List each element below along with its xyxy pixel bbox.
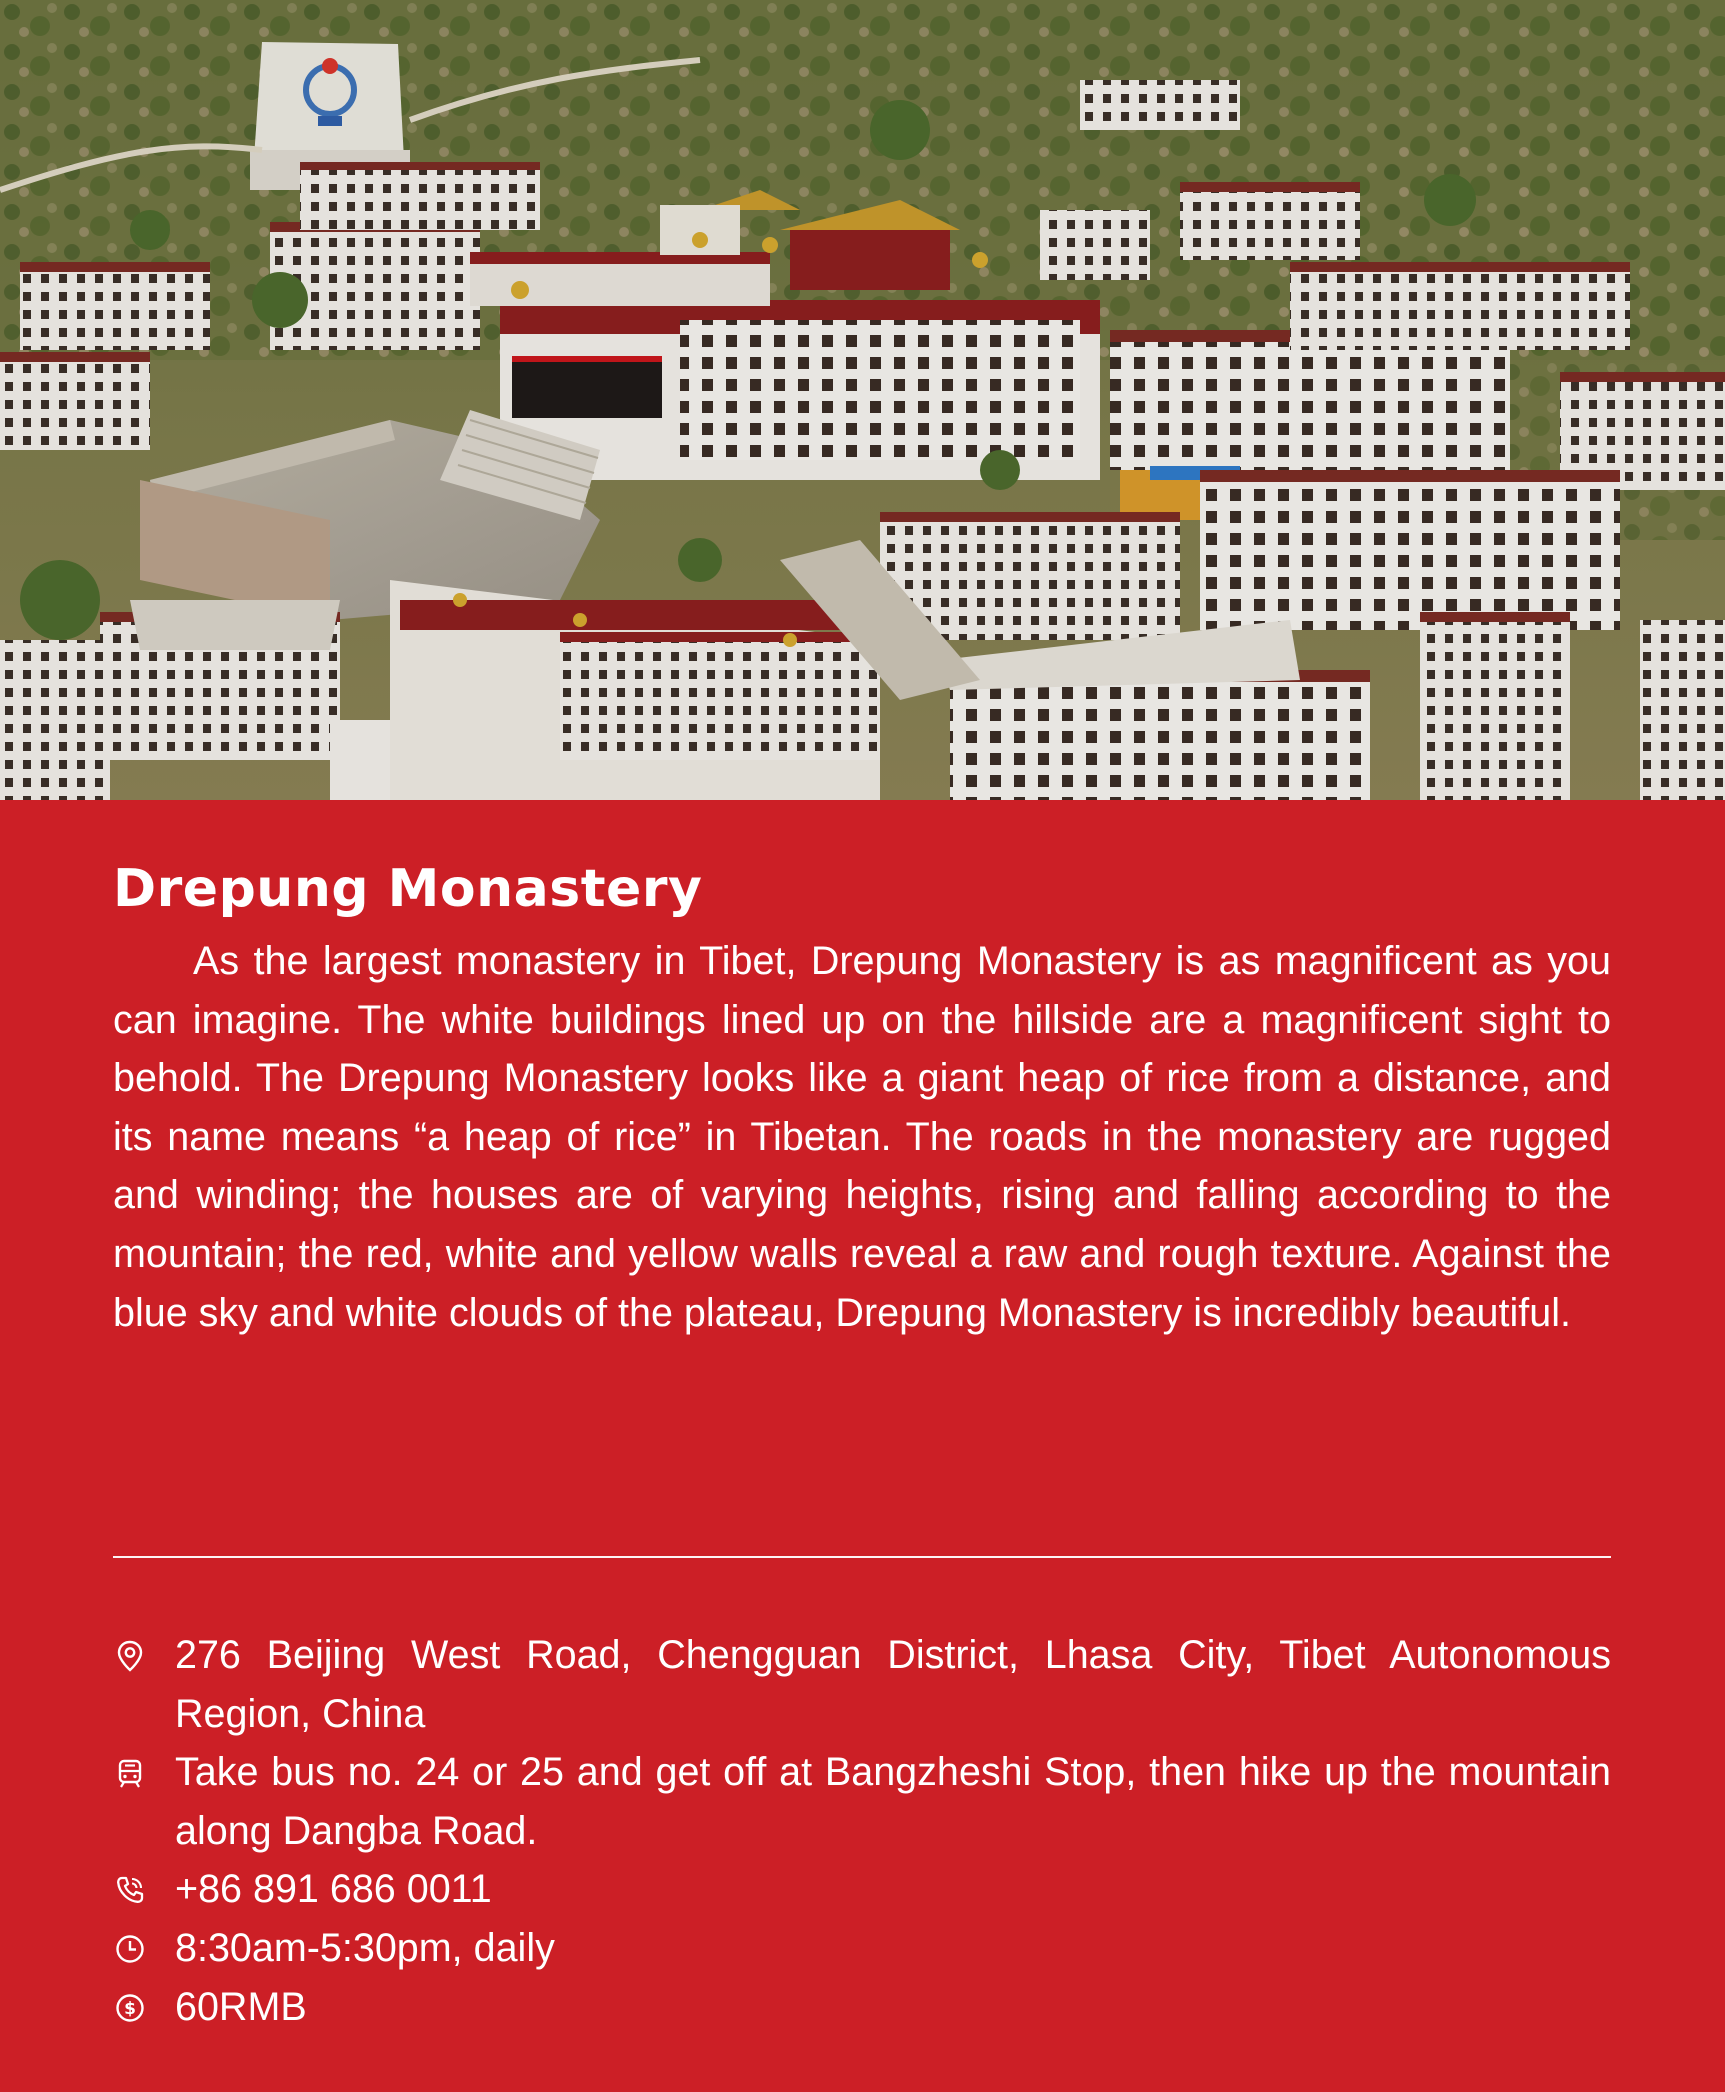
svg-text:$: $ — [124, 1998, 136, 2019]
bus-icon — [113, 1756, 147, 1790]
info-phone — [113, 1860, 1611, 1919]
price-text: 60RMB — [175, 1984, 307, 2029]
hours-text: 8:30am-5:30pm, daily — [175, 1925, 555, 1970]
section-divider — [113, 1556, 1611, 1558]
location-pin-icon — [113, 1639, 147, 1673]
attraction-description: As the largest monastery in Tibet, Drepung Monastery is as magnificent as you can imagine. The white buildings lined up on the hillside are a magnificent sight to behold. The Drepung Monastery looks like a giant heap of rice from a distance, and its name means “a heap of rice” in Tibetan. The roads in the monastery are rugged and winding; the houses are of varying heights, rising and falling according to the mountain; the red, white and yellow walls reveal a raw and rough texture. Against the blue sky and white clouds of the plateau, Drepung Monastery is incredibly beautiful. — [113, 939, 1611, 1335]
transport-text: Take bus no. 24 or 25 and get off at Bangzheshi Stop, then hike up the mountain along Dangba Road. — [175, 1750, 1611, 1853]
info-hours — [113, 1919, 1611, 1978]
phone-icon — [113, 1873, 147, 1907]
info-price — [113, 1978, 1611, 2037]
phone-text: +86 891 686 0011 — [175, 1867, 492, 1912]
visitor-info-list — [113, 1626, 1611, 2036]
info-address — [113, 1626, 1611, 1743]
attraction-title: Drepung Monastery — [113, 859, 703, 919]
address-text: 276 Beijing West Road, Chengguan District, Lhasa City, Tibet Autonomous Region, China — [175, 1633, 1611, 1736]
clock-icon — [113, 1932, 147, 1966]
dollar-coin-icon — [113, 1991, 147, 2025]
monastery-photo — [0, 0, 1725, 800]
info-panel — [0, 800, 1725, 2092]
info-transport — [113, 1743, 1611, 1860]
